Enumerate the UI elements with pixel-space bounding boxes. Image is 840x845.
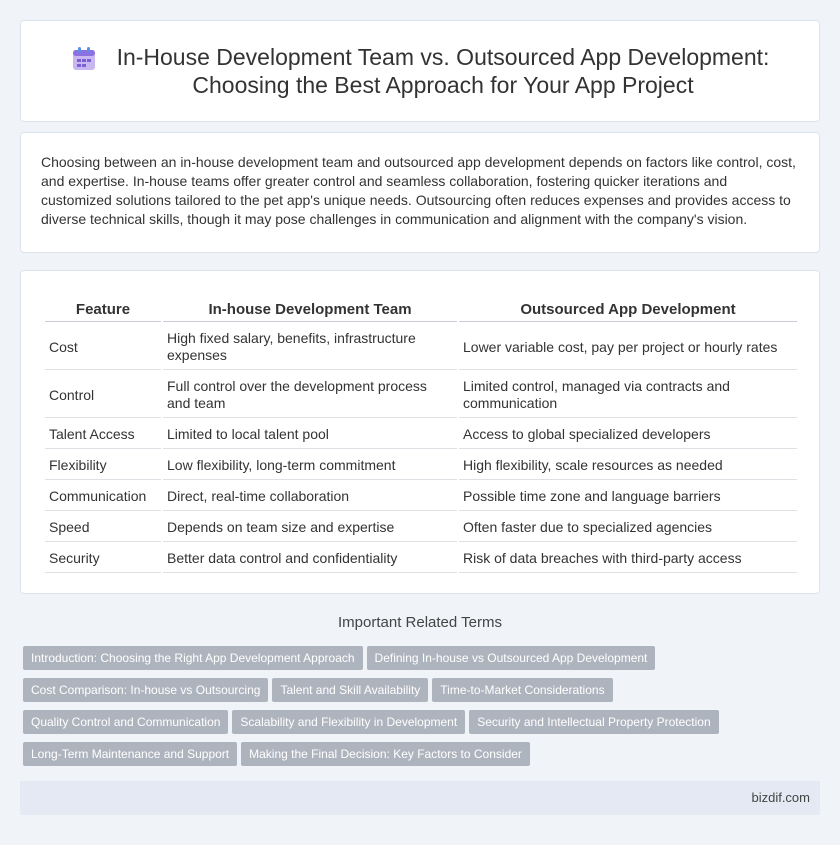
related-terms-list [23, 646, 823, 774]
related-term-tag[interactable]: Scalability and Flexibility in Development [232, 710, 465, 734]
outsourced-cell: High flexibility, scale resources as needed [459, 451, 797, 480]
inhouse-cell: Better data control and confidentiality [163, 544, 457, 573]
table-row [45, 451, 797, 480]
related-terms-title: Important Related Terms [338, 614, 502, 631]
intro-card [20, 132, 820, 253]
inhouse-cell: High fixed salary, benefits, infrastructure expenses [163, 324, 457, 370]
footer-site-link[interactable]: bizdif.com [751, 790, 810, 805]
outsourced-cell: Risk of data breaches with third-party access [459, 544, 797, 573]
outsourced-cell: Possible time zone and language barriers [459, 482, 797, 511]
table-row [45, 513, 797, 542]
calendar-icon [71, 46, 97, 72]
table-row [45, 372, 797, 418]
title-card [20, 20, 820, 122]
related-term-tag[interactable]: Long-Term Maintenance and Support [23, 742, 237, 766]
outsourced-cell: Often faster due to specialized agencies [459, 513, 797, 542]
feature-cell: Security [45, 544, 161, 573]
related-term-tag[interactable]: Introduction: Choosing the Right App Development Approach [23, 646, 363, 670]
page-title: In-House Development Team vs. Outsourced App Development: Choosing the Best Approach for Your App Project [116, 44, 770, 98]
feature-cell: Flexibility [45, 451, 161, 480]
inhouse-cell: Low flexibility, long-term commitment [163, 451, 457, 480]
footer [20, 781, 820, 815]
outsourced-cell: Limited control, managed via contracts and communication [459, 372, 797, 418]
header-outsourced: Outsourced App Development [459, 297, 797, 322]
related-term-tag[interactable]: Cost Comparison: In-house vs Outsourcing [23, 678, 268, 702]
table-row [45, 544, 797, 573]
comparison-table [43, 295, 799, 575]
related-term-tag[interactable]: Time-to-Market Considerations [432, 678, 612, 702]
related-term-tag[interactable]: Security and Intellectual Property Protection [469, 710, 718, 734]
related-term-tag[interactable]: Defining In-house vs Outsourced App Development [367, 646, 656, 670]
table-row [45, 324, 797, 370]
header-feature: Feature [45, 297, 161, 322]
inhouse-cell: Direct, real-time collaboration [163, 482, 457, 511]
feature-cell: Speed [45, 513, 161, 542]
inhouse-cell: Full control over the development process and team [163, 372, 457, 418]
feature-cell: Talent Access [45, 420, 161, 449]
table-row [45, 420, 797, 449]
feature-cell: Control [45, 372, 161, 418]
related-term-tag[interactable]: Making the Final Decision: Key Factors to Consider [241, 742, 530, 766]
related-term-tag[interactable]: Quality Control and Communication [23, 710, 228, 734]
intro-text: Choosing between an in-house development team and outsourced app development depends on factors like control, cost, and expertise. In-house teams offer greater control and seamless collaboration, fostering quicker iterations and customized solutions tailored to the pet app's unique needs. Outsourcing often reduces expenses and provides access to diverse technical skills, though it may pose challenges in communication and alignment with the company's vision. [41, 154, 796, 227]
table-header-row [45, 297, 797, 322]
outsourced-cell: Access to global specialized developers [459, 420, 797, 449]
header-inhouse: In-house Development Team [163, 297, 457, 322]
inhouse-cell: Limited to local talent pool [163, 420, 457, 449]
outsourced-cell: Lower variable cost, pay per project or hourly rates [459, 324, 797, 370]
comparison-table-card [20, 270, 820, 594]
feature-cell: Cost [45, 324, 161, 370]
feature-cell: Communication [45, 482, 161, 511]
inhouse-cell: Depends on team size and expertise [163, 513, 457, 542]
table-row [45, 482, 797, 511]
related-term-tag[interactable]: Talent and Skill Availability [272, 678, 428, 702]
